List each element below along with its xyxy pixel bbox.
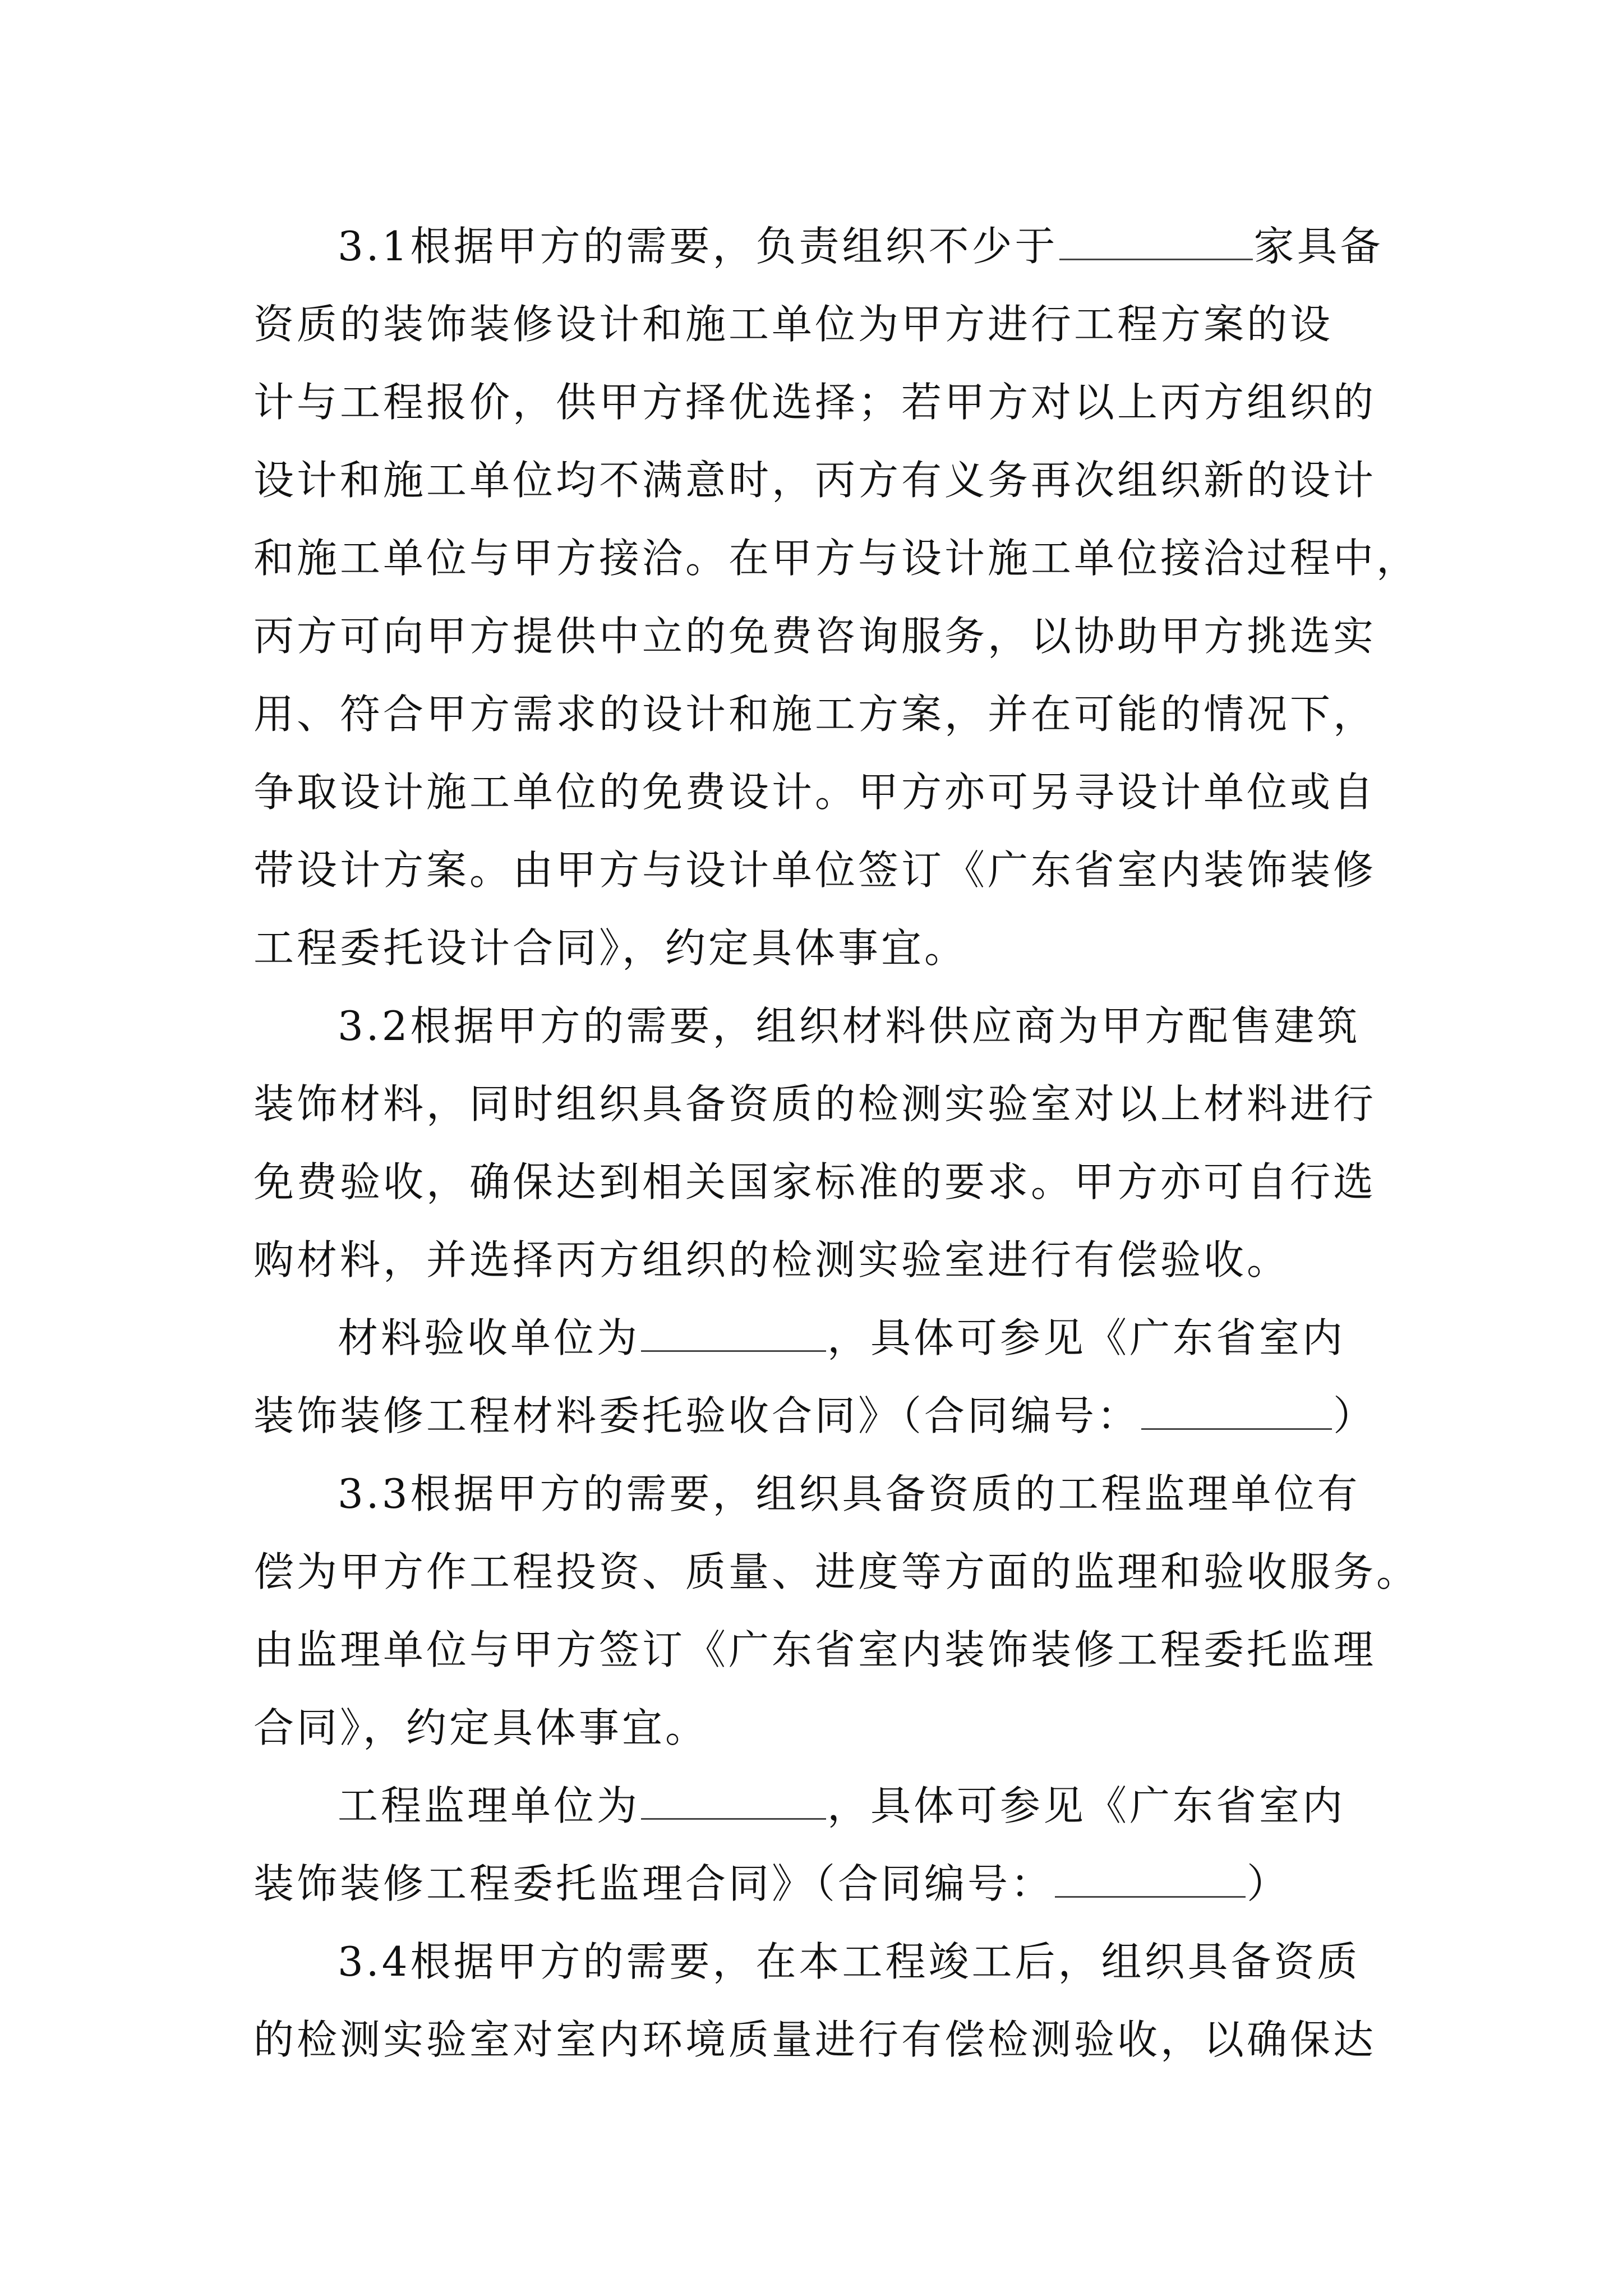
- paragraph-3-1-line-1: 3.1根据甲方的需要，负责组织不少于 家具备: [253, 208, 1384, 286]
- material-unit-line-2: 装饰装修工程材料委托验收合同》（合同编号： ）: [253, 1377, 1384, 1455]
- supervision-unit-line-1: 工程监理单位为 ，具体可参见《广东省室内: [253, 1767, 1384, 1845]
- paragraph-3-3-line-1: 3.3根据甲方的需要，组织具备资质的工程监理单位有: [338, 1470, 1361, 1517]
- paragraph-3-2-line-4: 购材料，并选择丙方组织的检测实验室进行有偿验收。: [253, 1236, 1290, 1283]
- blank-line-supervision-contract-number: [1055, 1857, 1246, 1898]
- contract-body-text: [253, 208, 1420, 2079]
- paragraph-3-2-line-3: 免费验收，确保达到相关国家标准的要求。甲方亦可自行选: [253, 1158, 1377, 1205]
- paragraph-3-1-line-8: 争取设计施工单位的免费设计。甲方亦可另寻设计单位或自: [253, 769, 1377, 816]
- paragraph-3-1-line-6: 丙方可向甲方提供中立的免费咨询服务，以协助甲方挑选实: [253, 613, 1377, 660]
- paragraph-3-3-line-4: 合同》，约定具体事宜。: [253, 1704, 709, 1751]
- supervision-unit-line-2: 装饰装修工程委托监理合同》（合同编号： ）: [253, 1845, 1384, 1923]
- blank-line-company-count: [1059, 219, 1253, 260]
- blank-line-material-contract-number: [1141, 1389, 1332, 1430]
- paragraph-3-1-line-10: 工程委托设计合同》，约定具体事宜。: [253, 924, 968, 972]
- paragraph-3-1-line-7: 用、符合甲方需求的设计和施工方案，并在可能的情况下，: [253, 691, 1377, 738]
- paragraph-3-2-line-1: 3.2根据甲方的需要，组织材料供应商为甲方配售建筑: [338, 1002, 1361, 1050]
- paragraph-3-4-line-1: 3.4根据甲方的需要，在本工程竣工后，组织具备资质: [338, 1938, 1361, 1985]
- paragraph-3-3-line-3: 由监理单位与甲方签订《广东省室内装饰装修工程委托监理: [253, 1626, 1377, 1673]
- paragraph-3-1-line-4: 设计和施工单位均不满意时，丙方有义务再次组织新的设计: [253, 457, 1377, 504]
- paragraph-3-1-line-9: 带设计方案。由甲方与设计单位签订《广东省室内装饰装修: [253, 846, 1377, 894]
- blank-line-supervision-unit: [641, 1779, 826, 1820]
- paragraph-3-1-line-2: 资质的装饰装修设计和施工单位为甲方进行工程方案的设: [253, 301, 1334, 348]
- blank-line-material-unit: [641, 1311, 826, 1352]
- paragraph-3-1-line-5: 和施工单位与甲方接洽。在甲方与设计施工单位接洽过程中，: [253, 535, 1420, 582]
- paragraph-3-3-line-2: 偿为甲方作工程投资、质量、进度等方面的监理和验收服务。: [253, 1548, 1420, 1595]
- paragraph-3-1-line-3: 计与工程报价，供甲方择优选择；若甲方对以上丙方组织的: [253, 379, 1377, 426]
- material-unit-line-1: 材料验收单位为 ，具体可参见《广东省室内: [253, 1299, 1384, 1377]
- paragraph-3-2-line-2: 装饰材料，同时组织具备资质的检测实验室对以上材料进行: [253, 1080, 1377, 1128]
- paragraph-3-4-line-2: 的检测实验室对室内环境质量进行有偿检测验收，以确保达: [253, 2016, 1377, 2063]
